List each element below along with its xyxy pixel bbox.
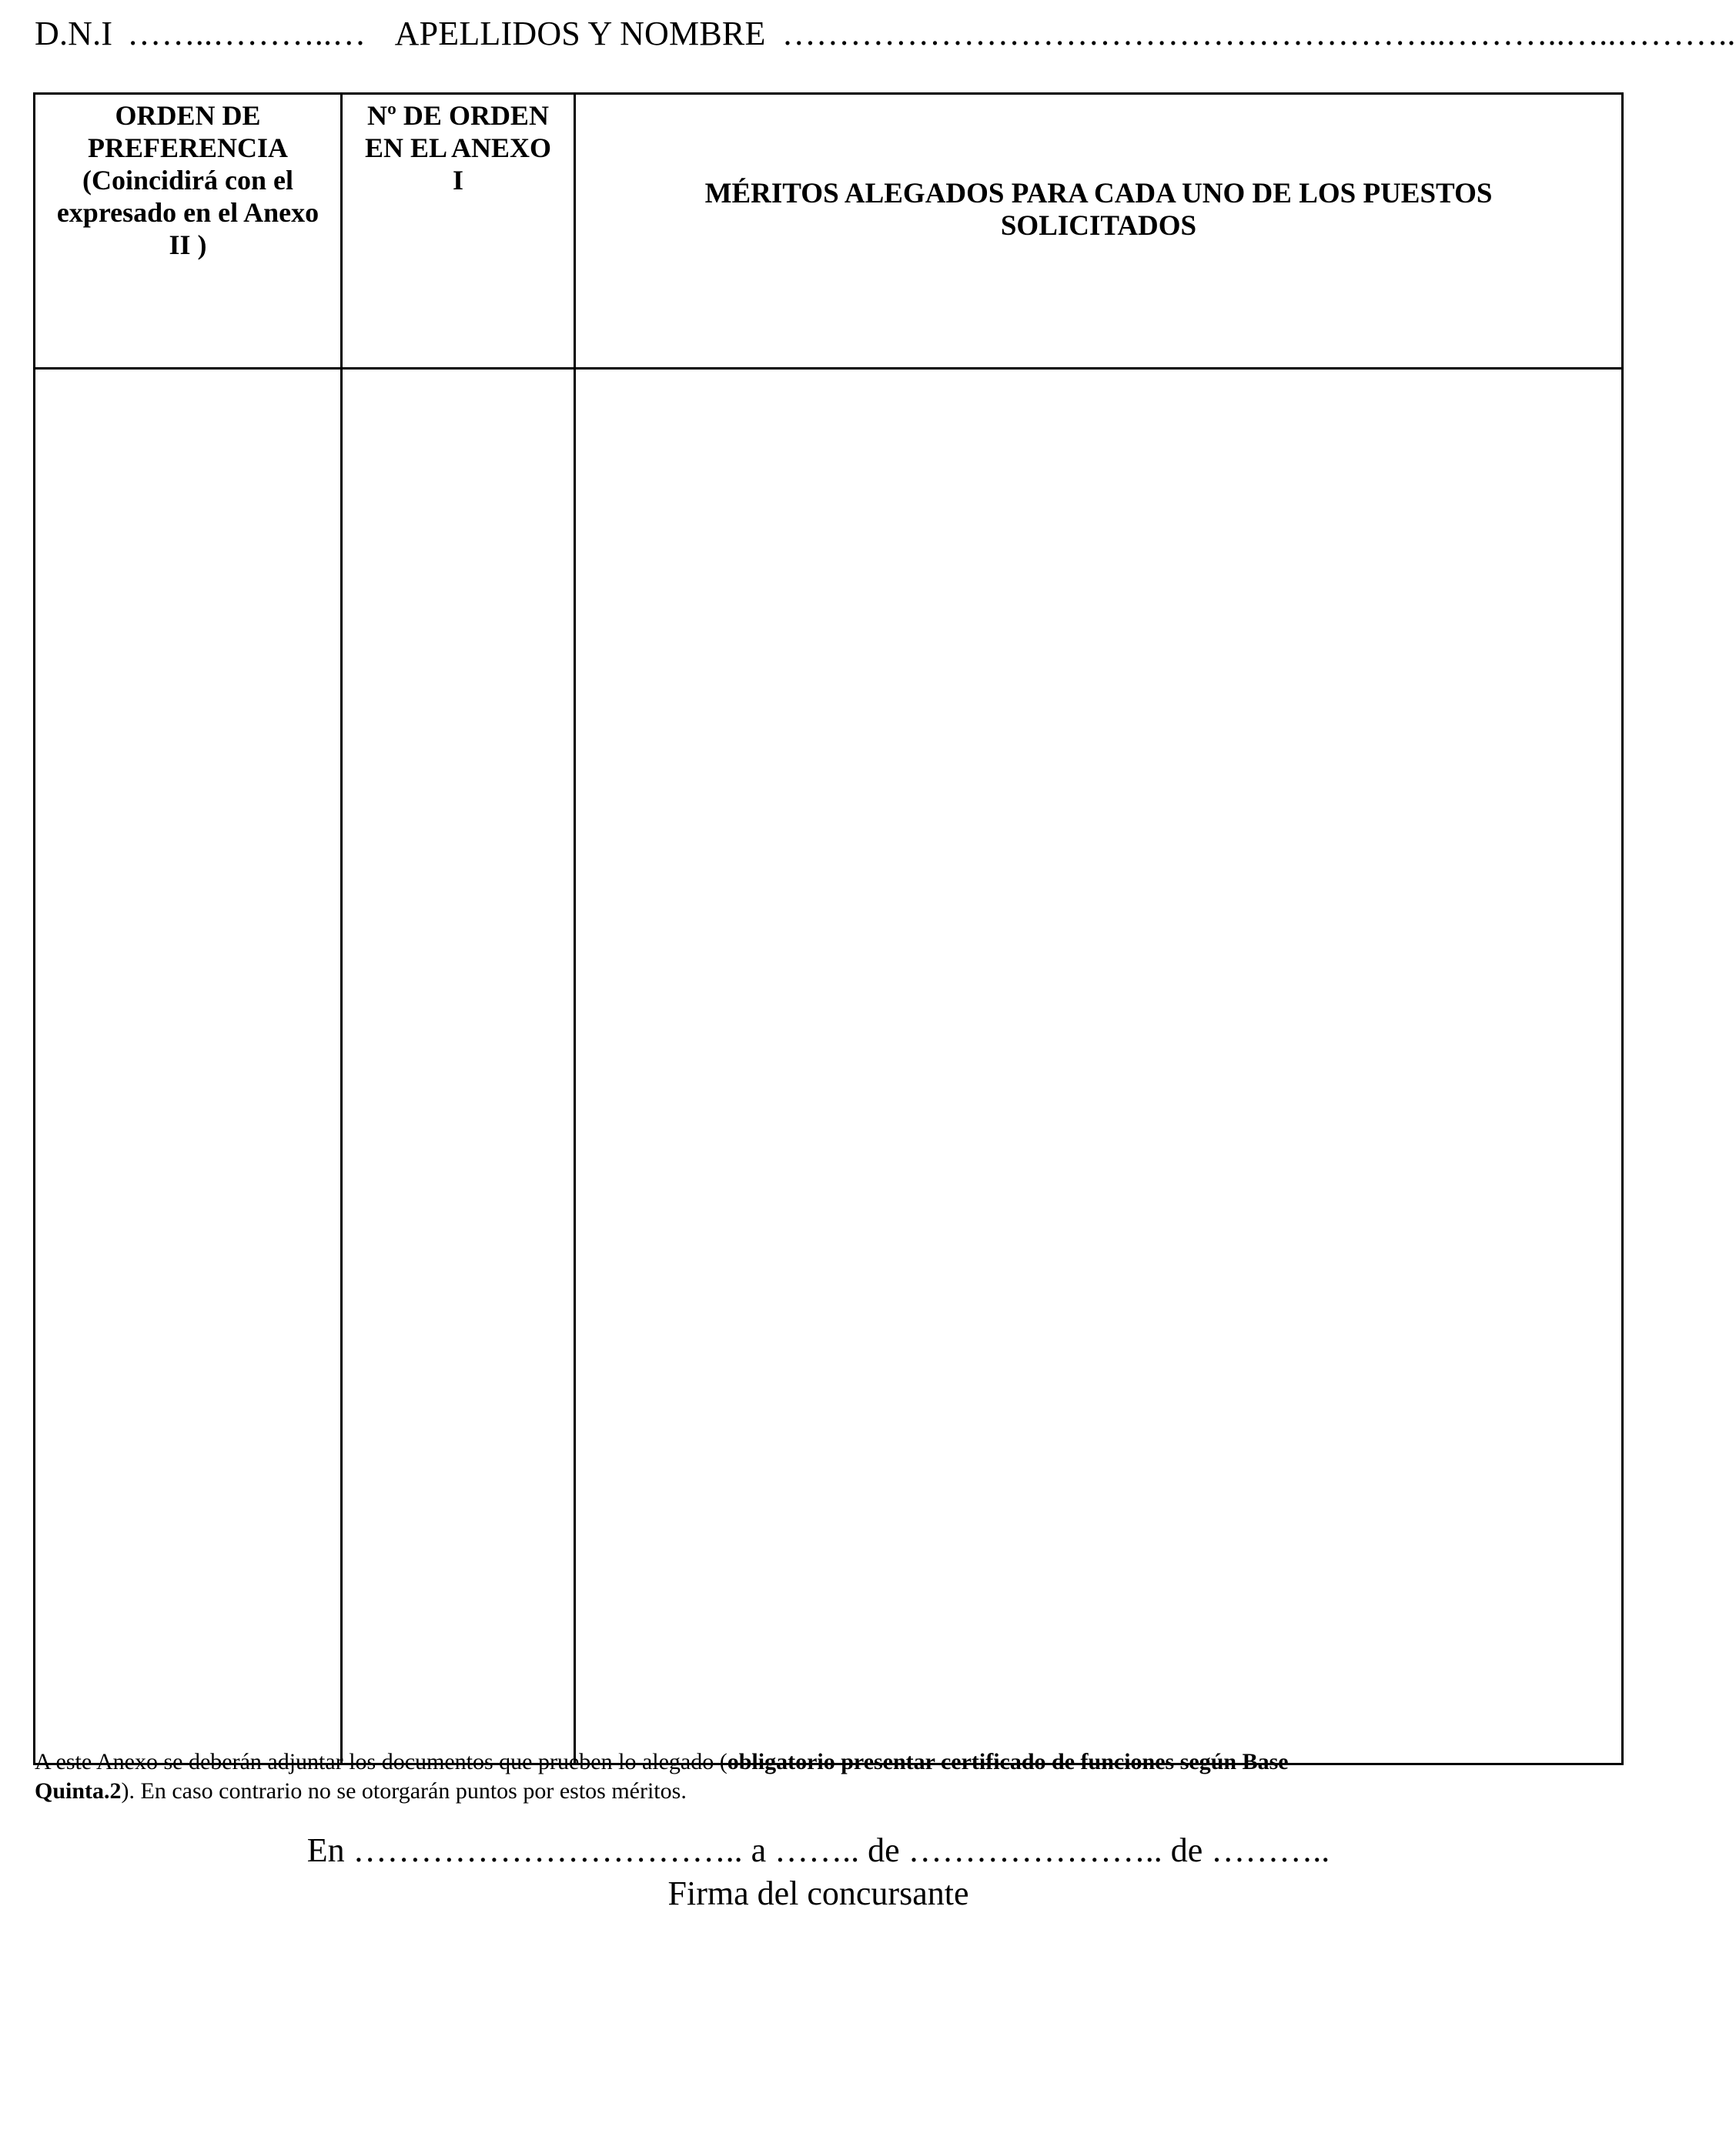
column-header-annex-order-number	[342, 94, 575, 369]
attachment-note-text-end: ). En caso contrario no se otorgarán puntos por estos méritos.	[121, 1778, 687, 1804]
column-header-line: II )	[169, 229, 207, 260]
table-header-row	[35, 94, 1623, 369]
column-header-line: ORDEN DE	[115, 100, 261, 131]
column-header-line: EN EL ANEXO	[364, 132, 552, 163]
dni-field[interactable]: ……..………..…	[127, 15, 366, 52]
column-header-preference-order	[35, 94, 342, 369]
signature-label: Firma del concursante	[667, 1874, 969, 1912]
column-header-line: PREFERENCIA	[87, 132, 288, 163]
column-header-merits	[575, 94, 1623, 369]
merits-cell[interactable]	[575, 369, 1623, 1764]
annex-order-number-cell[interactable]	[342, 369, 575, 1764]
name-field[interactable]: …………………………………………………..………..…..………..	[781, 15, 1736, 52]
column-header-line: I	[452, 165, 463, 196]
column-header-line: MÉRITOS ALEGADOS PARA CADA UNO DE LOS PUESTOS	[704, 178, 1493, 209]
merits-table	[33, 92, 1624, 1765]
column-header-line: expresado en el Anexo	[56, 197, 319, 228]
attachment-note	[35, 1747, 1390, 1806]
place-date-line[interactable]: En …………………………….. a …….. de ………………….. de ………..	[306, 1831, 1330, 1869]
dni-label: D.N.I	[35, 15, 113, 52]
column-header-line: (Coincidirá con el	[82, 165, 293, 196]
column-header-line: Nº DE ORDEN	[367, 100, 549, 131]
column-header-line: SOLICITADOS	[1000, 210, 1197, 242]
applicant-header	[35, 14, 1736, 53]
table-row	[35, 369, 1623, 1764]
name-label: APELLIDOS Y NOMBRE	[394, 15, 766, 52]
attachment-note-text: A este Anexo se deberán adjuntar los documentos que prueben lo alegado (	[35, 1749, 728, 1774]
preference-order-cell[interactable]	[35, 369, 342, 1764]
attachment-note-bold: obligatorio presentar certificado de funciones según Base Quinta.2	[35, 1749, 1289, 1804]
